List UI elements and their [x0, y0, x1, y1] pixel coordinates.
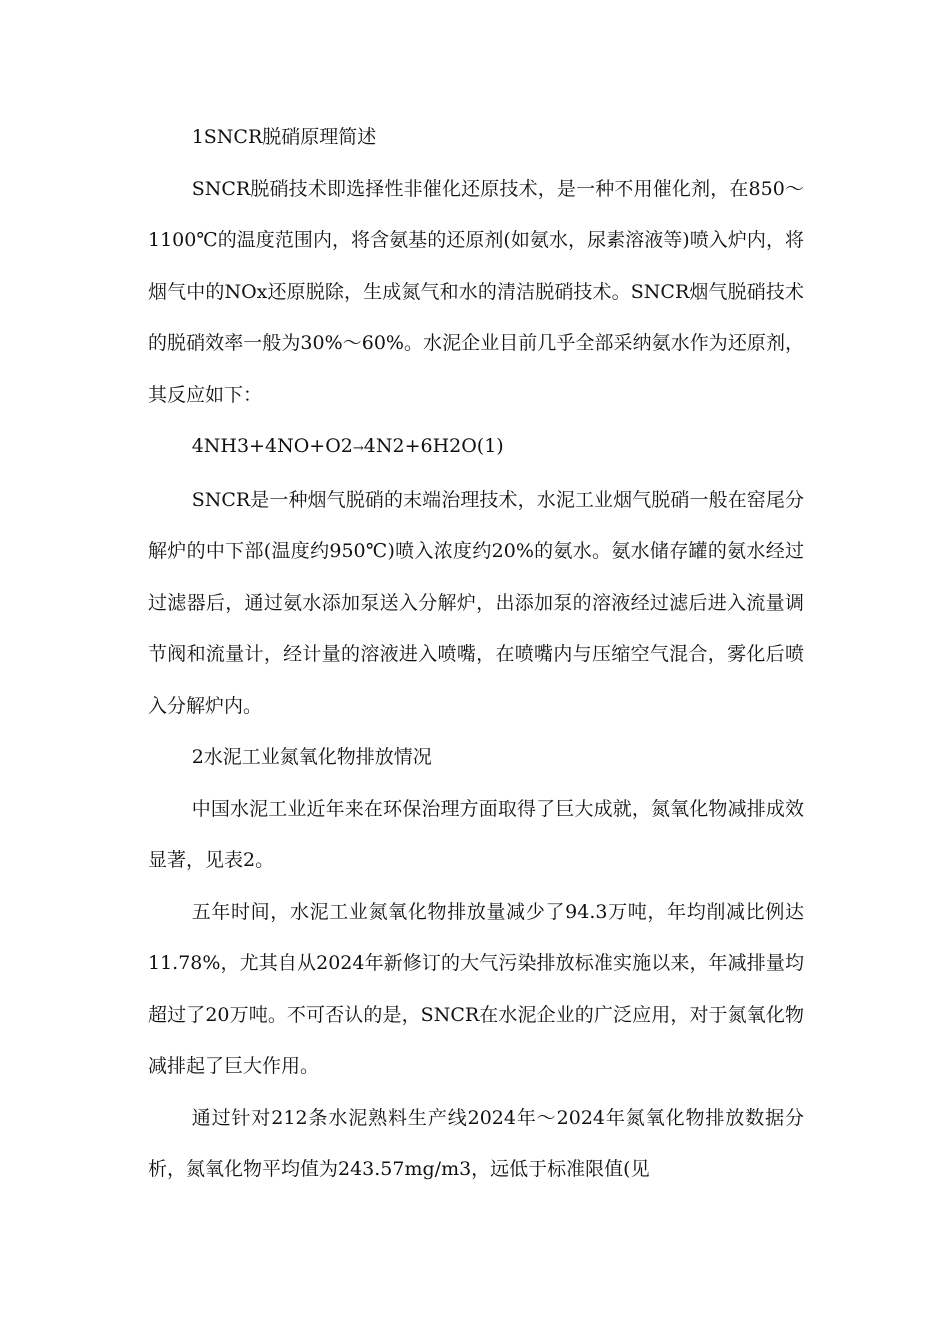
paragraph-sncr-process: SNCR是一种烟气脱硝的末端治理技术，水泥工业烟气脱硝一般在窑尾分解炉的中下部(温度约950℃)喷入浓度约20%的氨水。氨水储存罐的氨水经过过滤器后，通过氨水添加泵送入分解炉，出添加泵的溶液经过滤后进入流量调节阀和流量计，经计量的溶液进入喷嘴，在喷嘴内与压缩空气混合，雾化后喷入分解炉内。 — [148, 488, 804, 717]
document-page — [148, 112, 804, 1196]
section-heading-2: 2水泥工业氮氧化物排放情况 — [191, 746, 432, 768]
paragraph-sncr-principle: SNCR脱硝技术即选择性非催化还原技术，是一种不用催化剂，在850～1100℃的温度范围内，将含氨基的还原剂(如氨水，尿素溶液等)喷入炉内，将烟气中的NOx还原脱除，生成氮气和水的清洁脱硝技术。SNCR烟气脱硝技术的脱硝效率一般为30%～60%。水泥企业目前几乎全部采纳氨水作为还原剂，其反应如下： — [148, 177, 804, 406]
paragraph-achievements: 中国水泥工业近年来在环保治理方面取得了巨大成就，氮氧化物减排成效显著，见表2。 — [148, 797, 804, 871]
paragraph-reduction-stats: 五年时间，水泥工业氮氧化物排放量减少了94.3万吨，年均削减比例达11.78%，尤其自从2024年新修订的大气污染排放标准实施以来，年减排量均超过了20万吨。不可否认的是，SNCR在水泥企业的广泛应用，对于氮氧化物减排起了巨大作用。 — [148, 900, 804, 1077]
reaction-equation — [148, 421, 804, 475]
equation-reactants: 4NH3+4NO+O2 — [191, 435, 353, 457]
section-heading-1: 1SNCR脱硝原理简述 — [191, 126, 377, 148]
equation-products: 4N2+6H2O(1) — [363, 435, 504, 457]
equation-arrow: → — [352, 441, 364, 456]
paragraph-data-analysis: 通过针对212条水泥熟料生产线2024年～2024年氮氧化物排放数据分析，氮氧化物平均值为243.57mg/m3，远低于标准限值(见 — [148, 1106, 804, 1180]
